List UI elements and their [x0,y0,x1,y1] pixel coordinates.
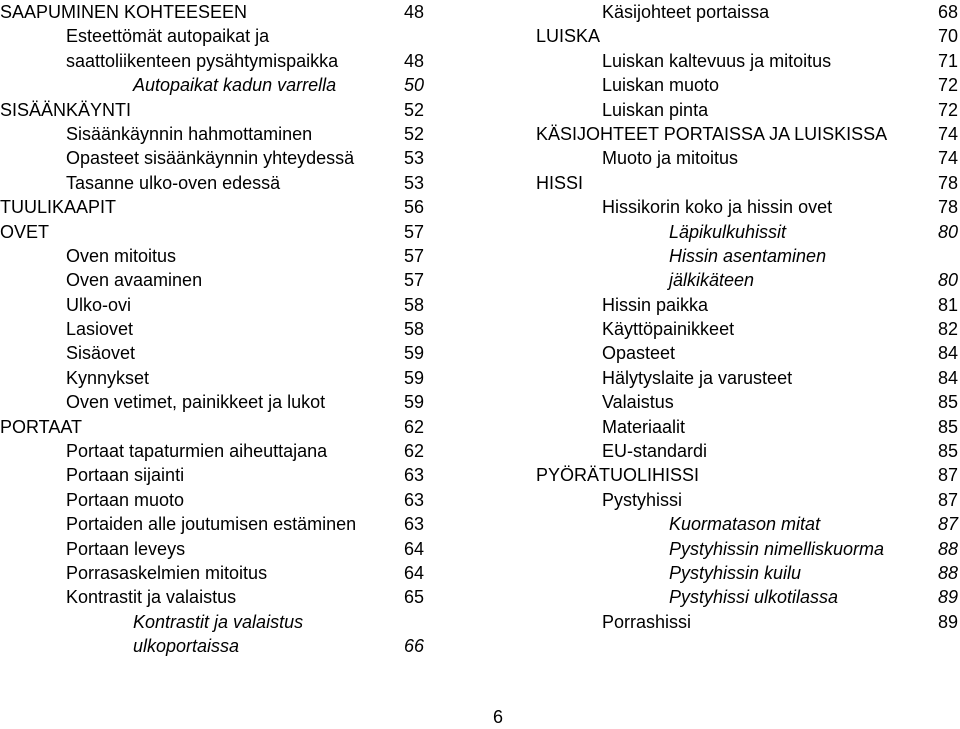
toc-entry-page: 58 [403,319,424,340]
toc-entry [536,171,958,195]
toc-entry [0,488,424,512]
toc-entry-title: Hälytyslaite ja varusteet [602,367,793,388]
toc-entry [0,341,424,365]
toc-entry-title: Luiskan pinta [602,99,709,120]
toc-entry-page: 89 [937,587,958,608]
toc-entry-page: 59 [403,343,424,364]
toc-entry [0,122,424,146]
toc-entry [536,366,958,390]
toc-entry-title: Pystyhissi ulkotilassa [669,587,839,608]
toc-entry-page: 59 [403,367,424,388]
toc-entry-page: 63 [403,465,424,486]
toc-entry-title: Pystyhissi [602,489,683,510]
toc-entry [0,220,424,244]
toc-entry-title: Sisäovet [66,343,136,364]
toc-entry-page: 82 [937,319,958,340]
toc-entry-page: 57 [403,245,424,266]
toc-entry-title: Oven avaaminen [66,270,203,291]
toc-entry-title: Porrasaskelmien mitoitus [66,562,268,583]
toc-entry-title: ulkoportaissa [133,636,240,657]
toc-entry [0,366,424,390]
toc-entry-page: 65 [403,587,424,608]
toc-entry-page: 63 [403,489,424,510]
toc-entry-page: 74 [937,148,958,169]
toc-entry-page: 85 [937,416,958,437]
toc-entry-page: 62 [403,416,424,437]
toc-entry-title: Portaat tapaturmien aiheuttajana [66,441,328,462]
toc-entry-page: 74 [937,123,958,144]
toc-entry-title: Oven mitoitus [66,245,177,266]
toc-entry-title: Luiskan muoto [602,75,720,96]
toc-entry-title: jälkikäteen [669,270,755,291]
toc-entry-title: Esteettömät autopaikat ja [66,26,270,47]
toc-entry [0,98,424,122]
toc-entry-page: 56 [403,197,424,218]
toc-entry-title: LUISKA [536,26,601,47]
toc-entry-page: 66 [403,636,424,657]
toc-entry-page: 72 [937,99,958,120]
toc-entry [0,610,424,634]
toc-entry [0,561,424,585]
toc-entry [536,488,958,512]
toc-entry-title: Käyttöpainikkeet [602,319,735,340]
toc-entry [0,195,424,219]
toc-entry [0,317,424,341]
toc-entry [536,293,958,317]
toc-entry-page: 53 [403,148,424,169]
toc-entry-page: 52 [403,99,424,120]
toc-entry-title: Materiaalit [602,416,686,437]
toc-entry [0,293,424,317]
toc-entry-title: PYÖRÄTUOLIHISSI [536,465,700,486]
toc-entry [0,512,424,536]
toc-entry [0,439,424,463]
toc-entry-page: 72 [937,75,958,96]
toc-entry-page: 58 [403,294,424,315]
toc-entry-title: Autopaikat kadun varrella [133,75,337,96]
toc-entry [0,0,424,24]
toc-entry [536,390,958,414]
toc-entry-page: 84 [937,343,958,364]
toc-entry [536,537,958,561]
toc-entry [536,585,958,609]
toc-entry-page: 64 [403,538,424,559]
toc-entry [0,146,424,170]
toc-entry-page: 62 [403,441,424,462]
toc-entry-page: 57 [403,270,424,291]
toc-entry-title: Kontrastit ja valaistus [66,587,237,608]
toc-entry [536,512,958,536]
toc-entry-page: 59 [403,392,424,413]
toc-entry-title: Läpikulkuhissit [669,221,787,242]
toc-entry-title: Muoto ja mitoitus [602,148,739,169]
toc-entry [0,73,424,97]
toc-entry [0,171,424,195]
toc-entry [536,195,958,219]
toc-entry [0,24,424,48]
toc-entry-page: 87 [937,489,958,510]
toc-entry-title: SAAPUMINEN KOHTEESEEN [0,2,248,22]
toc-entry [536,268,958,292]
toc-entry [536,317,958,341]
toc-entry [0,390,424,414]
toc-entry [0,463,424,487]
toc-entry-page: 63 [403,514,424,535]
toc-entry-title: Valaistus [602,392,674,413]
toc-entry-page: 52 [403,123,424,144]
toc-entry-title: KÄSIJOHTEET PORTAISSA JA LUISKISSA [536,123,888,144]
toc-entry-page: 48 [403,2,424,22]
toc-entry-title: Lasiovet [66,319,134,340]
toc-entry-title: Porrashissi [602,611,692,632]
toc-entry [0,415,424,439]
toc-entry-title: Pystyhissin kuilu [669,562,802,583]
toc-entry-title: Tasanne ulko-oven edessä [66,172,281,193]
toc-entry [536,341,958,365]
toc-left-column [0,0,424,659]
toc-entry-title: Ulko-ovi [66,294,132,315]
toc-entry-title: Kynnykset [66,367,150,388]
toc-entry [0,537,424,561]
toc-entry-page: 64 [403,562,424,583]
toc-entry-page: 89 [937,611,958,632]
toc-entry-title: TUULIKAAPIT [0,197,117,218]
toc-entry-title: Hissikorin koko ja hissin ovet [602,197,833,218]
toc-entry-page: 80 [937,221,958,242]
toc-entry [0,244,424,268]
toc-right-column [536,0,958,634]
toc-entry-title: Portaiden alle joutumisen estäminen [66,514,357,535]
toc-entry-title: SISÄÄNKÄYNTI [0,99,132,120]
toc-entry-page: 87 [937,514,958,535]
toc-entry-title: Sisäänkäynnin hahmottaminen [66,123,313,144]
toc-entry-page: 88 [937,562,958,583]
toc-entry-page: 57 [403,221,424,242]
toc-entry-title: saattoliikenteen pysähtymispaikka [66,50,339,71]
toc-entry [536,146,958,170]
toc-entry-title: Luiskan kaltevuus ja mitoitus [602,50,832,71]
toc-entry-title: Portaan muoto [66,489,185,510]
toc-entry [0,634,424,658]
toc-entry-title: Portaan sijainti [66,465,185,486]
toc-entry-page: 68 [937,2,958,22]
toc-entry-page: 81 [937,294,958,315]
toc-entry-title: Pystyhissin nimelliskuorma [669,538,885,559]
toc-entry-page: 78 [937,172,958,193]
toc-entry-title: OVET [0,221,50,242]
toc-entry [0,49,424,73]
toc-entry-title: Käsijohteet portaissa [602,2,770,22]
toc-entry-page: 80 [937,270,958,291]
toc-entry [536,0,958,24]
toc-entry-page: 84 [937,367,958,388]
toc-entry [536,463,958,487]
toc-entry [536,439,958,463]
toc-entry [536,73,958,97]
toc-entry-page: 53 [403,172,424,193]
toc-entry-page: 48 [403,50,424,71]
page-number: 6 [492,707,503,727]
toc-entry-title: Hissin asentaminen [669,245,827,266]
toc-entry [536,561,958,585]
toc-entry [536,24,958,48]
toc-entry-page: 50 [403,75,424,96]
toc-entry-title: HISSI [536,172,584,193]
toc-entry [536,244,958,268]
toc-entry-title: Opasteet [602,343,676,364]
toc-entry [536,49,958,73]
toc-entry-page: 88 [937,538,958,559]
toc-entry [0,268,424,292]
toc-entry-title: PORTAAT [0,416,83,437]
toc-entry [0,585,424,609]
toc-entry-title: Hissin paikka [602,294,709,315]
toc-entry-page: 87 [937,465,958,486]
toc-entry [536,415,958,439]
toc-entry-page: 78 [937,197,958,218]
toc-entry [536,122,958,146]
toc-entry-title: Kontrastit ja valaistus [133,611,304,632]
toc-entry-title: Opasteet sisäänkäynnin yhteydessä [66,148,355,169]
toc-entry-page: 85 [937,392,958,413]
toc-entry-title: EU-standardi [602,441,708,462]
toc-entry-page: 71 [937,50,958,71]
toc-entry-page: 70 [937,26,958,47]
toc-entry [536,610,958,634]
toc-entry [536,220,958,244]
toc-entry [536,98,958,122]
toc-entry-title: Portaan leveys [66,538,186,559]
toc-entry-title: Oven vetimet, painikkeet ja lukot [66,392,326,413]
toc-entry-title: Kuormatason mitat [669,514,821,535]
toc-entry-page: 85 [937,441,958,462]
